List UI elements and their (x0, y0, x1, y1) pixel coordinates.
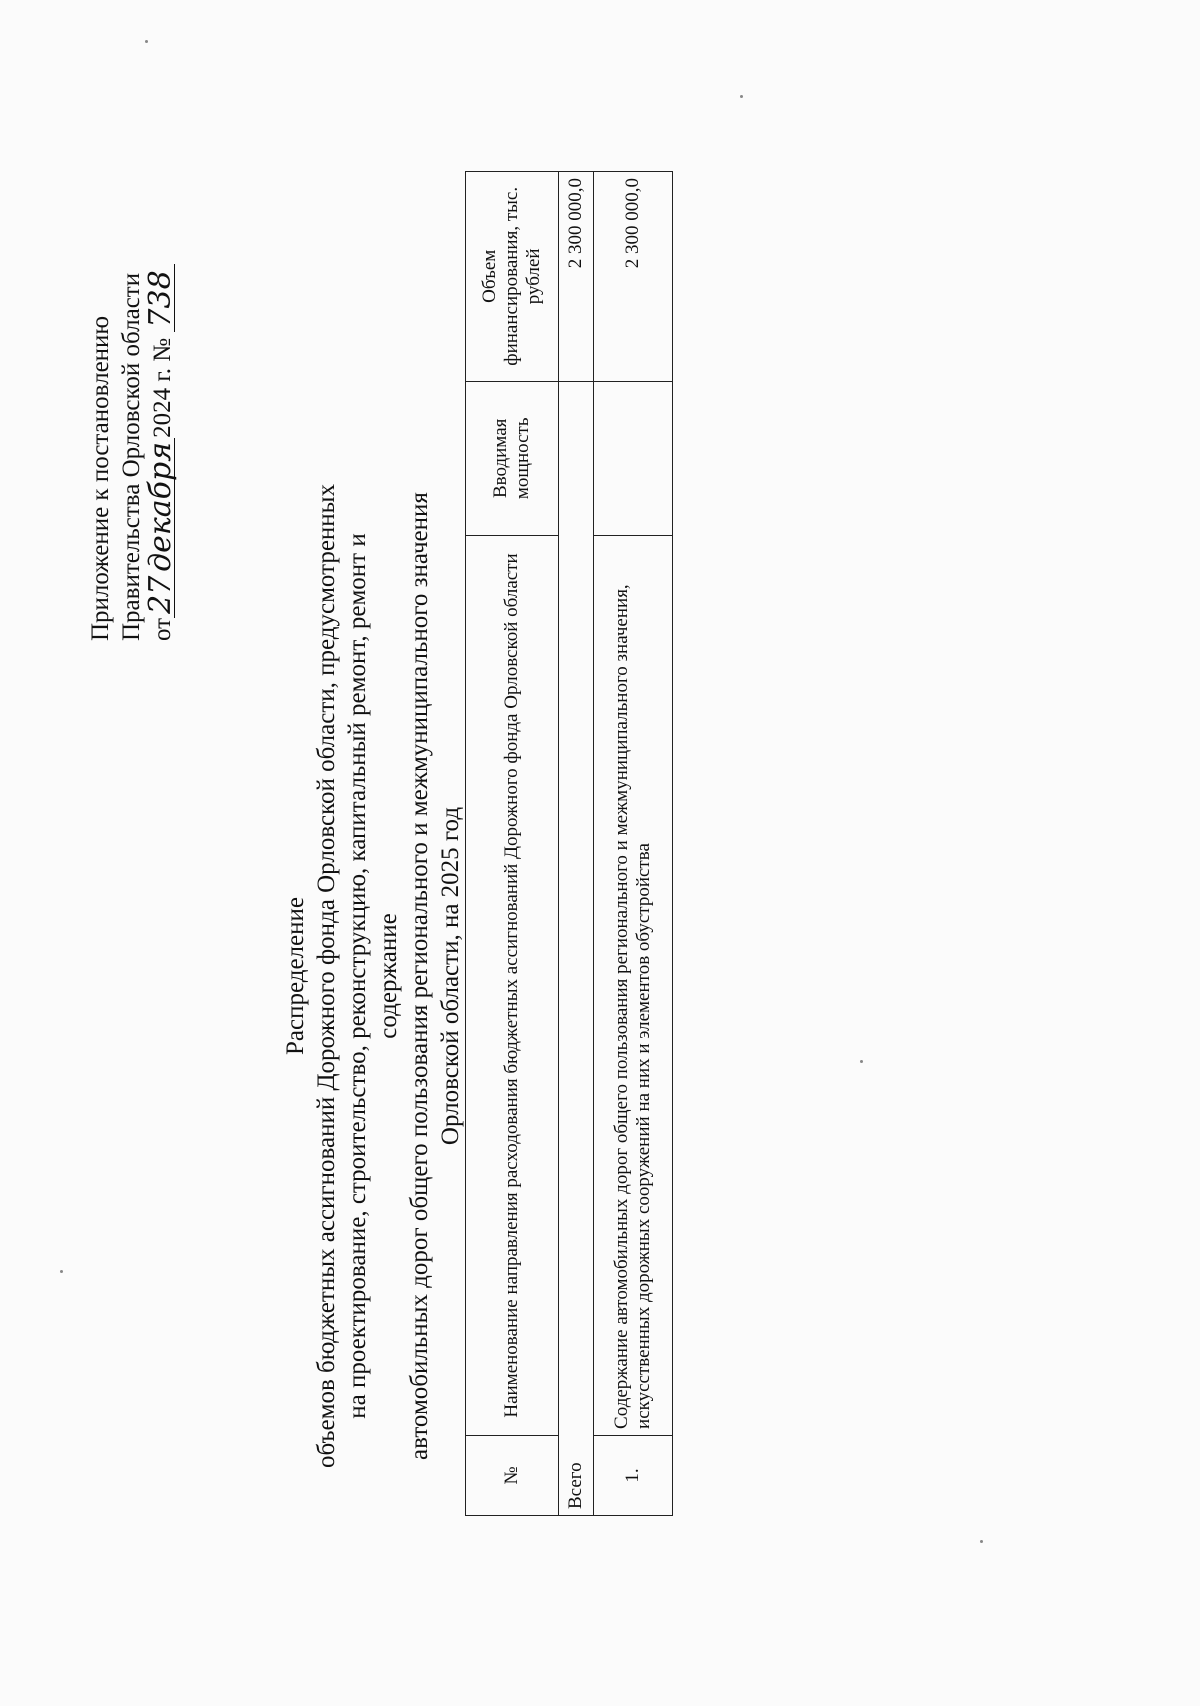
from-prefix: от (149, 617, 176, 641)
scan-speck (740, 95, 743, 98)
appendix-line-2: Правительства Орловской области (118, 272, 145, 641)
appendix-line-3 (143, 270, 178, 641)
header-no: № (466, 1435, 559, 1515)
table-row (594, 172, 673, 1516)
title-heading: Распределение (282, 897, 309, 1055)
row-amount: 2 300 000,0 (594, 172, 673, 382)
title-line-4: Орловской области, на 2025 год (437, 806, 464, 1146)
scan-speck (980, 1540, 983, 1543)
table-header-row (466, 172, 559, 1516)
header-amount: Объем финансирования, тыс. рублей (466, 172, 559, 382)
document-title (280, 476, 466, 1476)
distribution-table (465, 171, 673, 1516)
handwritten-month: декабря (148, 438, 175, 576)
title-line-2: на проектирование, строительство, реконструкцию, капитальный ремонт, ремонт и содержание (344, 533, 402, 1419)
scan-speck (860, 1060, 863, 1063)
handwritten-number: 738 (148, 264, 175, 332)
appendix-line-1: Приложение к постановлению (87, 315, 114, 641)
table-total-row (559, 172, 594, 1516)
title-line-1: объемов бюджетных ассигнований Дорожного фонда Орловской области, предусмотренных (313, 484, 340, 1468)
total-amount: 2 300 000,0 (559, 172, 594, 382)
row-number: 1. (594, 1435, 673, 1515)
header-name: Наименование направления расходования бюджетных ассигнований Дорожного фонда Орловской области (466, 536, 559, 1436)
year-and-number-label: 2024 г. № (149, 337, 176, 438)
handwritten-day: 27 (148, 576, 175, 618)
scan-speck (145, 40, 148, 43)
row-name: Содержание автомобильных дорог общего пользования регионального и межмуниципального значения, искусственных дорожных сооружений на них и элементов обустройства (594, 536, 673, 1436)
title-line-3: автомобильных дорог общего пользования регионального и межмуниципального значения (406, 492, 433, 1460)
total-label: Всего (559, 381, 594, 1515)
scan-speck (60, 1270, 63, 1273)
row-power (594, 381, 673, 535)
header-power: Вводимая мощность (466, 381, 559, 535)
appendix-header (85, 270, 178, 641)
